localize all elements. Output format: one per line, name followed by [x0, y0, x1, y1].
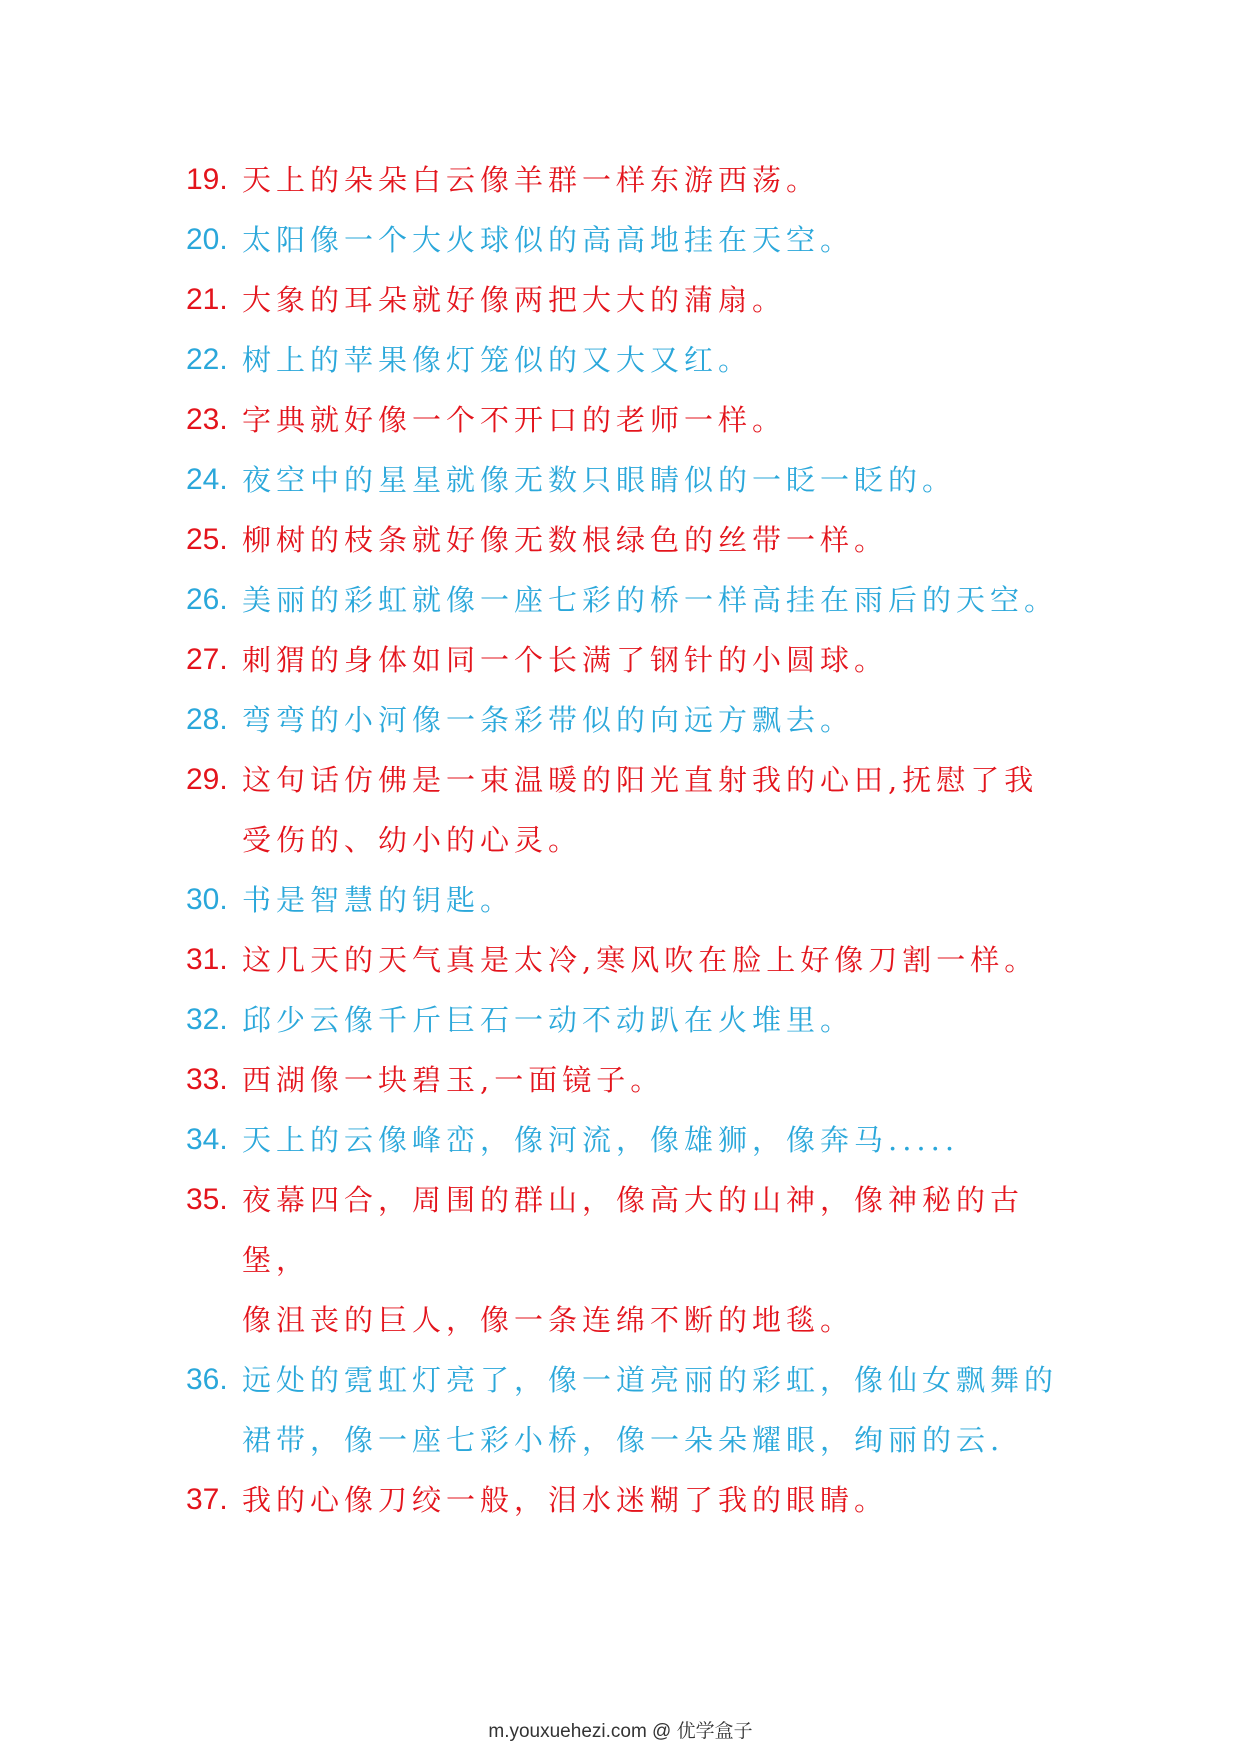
sentence-item [186, 510, 1086, 570]
sentence-text: 书是智慧的钥匙。 [242, 883, 515, 917]
sentence-number: 26. [186, 583, 228, 616]
sentence-item [186, 630, 1086, 690]
sentence-item [186, 210, 1086, 270]
sentence-number: 31. [186, 943, 228, 976]
sentence-text: 夜空中的星星就像无数只眼睛似的一眨一眨的。 [242, 463, 957, 497]
sentence-number: 20. [186, 223, 228, 256]
sentence-item [186, 750, 1086, 870]
sentence-number: 36. [186, 1363, 228, 1396]
sentence-item [186, 390, 1086, 450]
sentence-number: 28. [186, 703, 228, 736]
sentence-text: 我的心像刀绞一般，泪水迷糊了我的眼睛。 [242, 1483, 889, 1517]
sentence-item [186, 450, 1086, 510]
sentence-text: 刺猬的身体如同一个长满了钢针的小圆球。 [242, 643, 889, 677]
sentence-item [186, 570, 1086, 630]
sentence-number: 22. [186, 343, 228, 376]
sentence-item [186, 870, 1086, 930]
sentence-item [186, 1050, 1086, 1110]
sentence-item [186, 330, 1086, 390]
sentence-number: 29. [186, 763, 228, 796]
sentence-text: 柳树的枝条就好像无数根绿色的丝带一样。 [242, 523, 889, 557]
sentence-number: 21. [186, 283, 228, 316]
sentence-text: 这几天的天气真是太冷,寒风吹在脸上好像刀割一样。 [242, 943, 1039, 977]
sentence-text: 远处的霓虹灯亮了，像一道亮丽的彩虹，像仙女飘舞的 裙带，像一座七彩小桥，像一朵朵耀眼，绚丽的云. [242, 1363, 1059, 1457]
sentence-item [186, 1350, 1086, 1470]
sentence-text: 太阳像一个大火球似的高高地挂在天空。 [242, 223, 855, 257]
sentence-item [186, 930, 1086, 990]
sentence-number: 35. [186, 1183, 228, 1216]
sentence-item [186, 990, 1086, 1050]
sentence-text: 这句话仿佛是一束温暖的阳光直射我的心田,抚慰了我 受伤的、幼小的心灵。 [242, 763, 1039, 857]
sentence-text: 树上的苹果像灯笼似的又大又红。 [242, 343, 753, 377]
sentence-item [186, 1170, 1086, 1350]
footer-watermark: m.youxuehezi.com @ 优学盒子 [488, 1721, 753, 1742]
sentence-number: 33. [186, 1063, 228, 1096]
sentence-text: 大象的耳朵就好像两把大大的蒲扇。 [242, 283, 787, 317]
sentence-text: 美丽的彩虹就像一座七彩的桥一样高挂在雨后的天空。 [242, 583, 1059, 617]
sentence-number: 23. [186, 403, 228, 436]
sentence-item [186, 270, 1086, 330]
sentence-number: 25. [186, 523, 228, 556]
sentence-item [186, 690, 1086, 750]
sentence-text: 西湖像一块碧玉,一面镜子。 [242, 1063, 665, 1097]
sentence-number: 34. [186, 1123, 228, 1156]
sentence-text: 弯弯的小河像一条彩带似的向远方飘去。 [242, 703, 855, 737]
sentence-number: 24. [186, 463, 228, 496]
sentence-number: 32. [186, 1003, 228, 1036]
sentence-text: 邱少云像千斤巨石一动不动趴在火堆里。 [242, 1003, 855, 1037]
sentence-number: 37. [186, 1483, 228, 1516]
sentence-item [186, 1470, 1086, 1530]
sentence-item [186, 1110, 1086, 1170]
sentence-number: 27. [186, 643, 228, 676]
sentence-text: 天上的朵朵白云像羊群一样东游西荡。 [242, 163, 821, 197]
sentence-text: 字典就好像一个不开口的老师一样。 [242, 403, 787, 437]
sentence-number: 19. [186, 163, 228, 196]
sentence-item [186, 150, 1086, 210]
sentence-text: 天上的云像峰峦，像河流，像雄狮，像奔马..... [242, 1123, 960, 1157]
sentence-number: 30. [186, 883, 228, 916]
sentence-text: 夜幕四合，周围的群山，像高大的山神，像神秘的古堡， 像沮丧的巨人，像一条连绵不断的地毯。 [242, 1183, 1025, 1337]
sentence-list [186, 150, 1086, 1530]
